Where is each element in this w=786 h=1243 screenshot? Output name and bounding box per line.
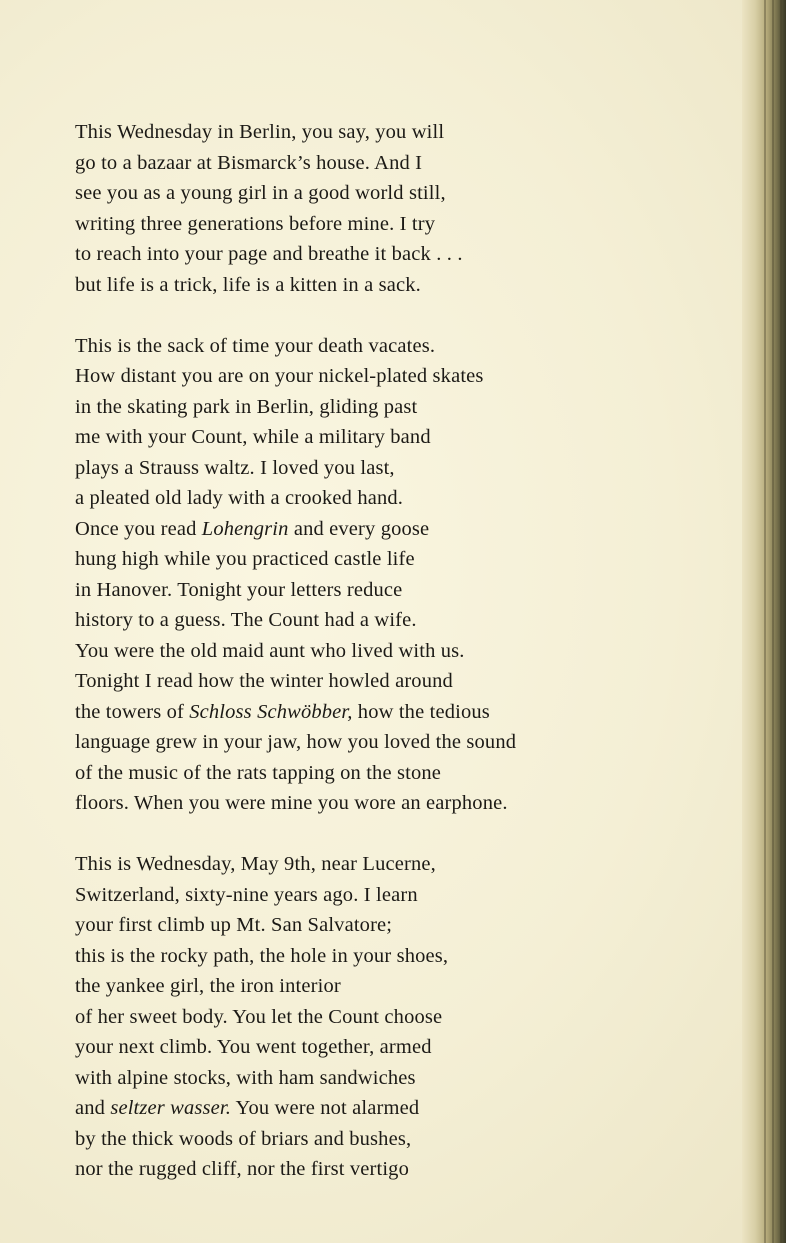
poem-line (75, 880, 645, 911)
italic-text: Schloss Schwöbber, (189, 700, 353, 723)
line-segment: language grew in your jaw, how you loved the sound (75, 731, 517, 753)
line-segment: floors. When you were mine you wore an earphone. (75, 792, 508, 814)
line-segment: a pleated old lady with a crooked hand. (75, 487, 404, 509)
line-segment: of the music of the rats tapping on the stone (75, 761, 441, 784)
line-segment: and (75, 1097, 111, 1119)
line-segment: You were not alarmed (231, 1097, 420, 1119)
poem-line (75, 1154, 645, 1185)
poem-body (75, 117, 645, 1185)
line-segment: with alpine stocks, with ham sandwiches (75, 1066, 416, 1089)
poem-line (75, 117, 645, 148)
line-segment: and every goose (288, 517, 430, 540)
poem-line (75, 727, 645, 758)
book-gutter-edge (742, 0, 786, 1243)
poem-line (75, 514, 645, 545)
poem-line (75, 148, 645, 179)
poem-line (75, 1093, 645, 1124)
poem-line (75, 361, 645, 392)
line-segment: your next climb. You went together, armed (75, 1036, 432, 1058)
poem-stanza (75, 117, 645, 300)
poem-line (75, 270, 645, 301)
line-segment: me with your Count, while a military band (75, 426, 431, 448)
line-segment: how the tedious (352, 700, 490, 723)
poem-line (75, 392, 645, 423)
line-segment: history to a guess. The Count had a wife. (75, 609, 417, 631)
line-segment: of her sweet body. You let the Count choose (75, 1005, 443, 1028)
poem-line (75, 941, 645, 972)
italic-text: Lohengrin (201, 517, 289, 540)
line-segment: plays a Strauss waltz. I loved you last, (75, 456, 395, 479)
line-segment: go to a bazaar at Bismarck’s house. And I (75, 151, 423, 174)
poem-stanza (75, 331, 645, 819)
line-segment: in the skating park in Berlin, gliding past (75, 395, 418, 418)
poem-line (75, 422, 645, 453)
poem-line (75, 636, 645, 667)
line-segment: How distant you are on your nickel-plated skates (75, 365, 484, 387)
italic-text: seltzer wasser. (110, 1097, 232, 1119)
line-segment: to reach into your page and breathe it back . . . (75, 243, 463, 265)
poem-line (75, 758, 645, 789)
poem-line (75, 1063, 645, 1094)
poem-line (75, 971, 645, 1002)
poem-line (75, 910, 645, 941)
poem-line (75, 239, 645, 270)
line-segment: in Hanover. Tonight your letters reduce (75, 578, 403, 601)
poem-line (75, 666, 645, 697)
line-segment: but life is a trick, life is a kitten in a sack. (75, 273, 421, 296)
line-segment: hung high while you practiced castle life (75, 548, 415, 570)
line-segment: This is the sack of time your death vacates. (75, 334, 436, 357)
line-segment: This Wednesday in Berlin, you say, you will (75, 121, 445, 143)
poem-line (75, 1002, 645, 1033)
poem-line (75, 544, 645, 575)
line-segment: this is the rocky path, the hole in your shoes, (75, 944, 449, 967)
poem-line (75, 483, 645, 514)
poem-line (75, 1124, 645, 1155)
line-segment: Tonight I read how the winter howled around (75, 670, 453, 692)
poem-line (75, 209, 645, 240)
poem-line (75, 453, 645, 484)
line-segment: the yankee girl, the iron interior (75, 975, 341, 997)
line-segment: the towers of (75, 700, 190, 723)
poem-line (75, 1032, 645, 1063)
poem-line (75, 697, 645, 728)
poem-line (75, 178, 645, 209)
poem-line (75, 788, 645, 819)
line-segment: Switzerland, sixty-nine years ago. I learn (75, 883, 418, 906)
line-segment: by the thick woods of briars and bushes, (75, 1127, 412, 1150)
line-segment: nor the rugged cliff, nor the first vertigo (75, 1158, 409, 1180)
poem-line (75, 849, 645, 880)
line-segment: This is Wednesday, May 9th, near Lucerne, (75, 853, 436, 875)
line-segment: You were the old maid aunt who lived with us. (75, 639, 465, 662)
poem-line (75, 605, 645, 636)
line-segment: writing three generations before mine. I try (75, 212, 436, 235)
line-segment: see you as a young girl in a good world still, (75, 182, 446, 204)
line-segment: Once you read (75, 517, 202, 540)
line-segment: your first climb up Mt. San Salvatore; (75, 914, 393, 936)
poem-line (75, 575, 645, 606)
poem-stanza (75, 849, 645, 1185)
poem-line (75, 331, 645, 362)
